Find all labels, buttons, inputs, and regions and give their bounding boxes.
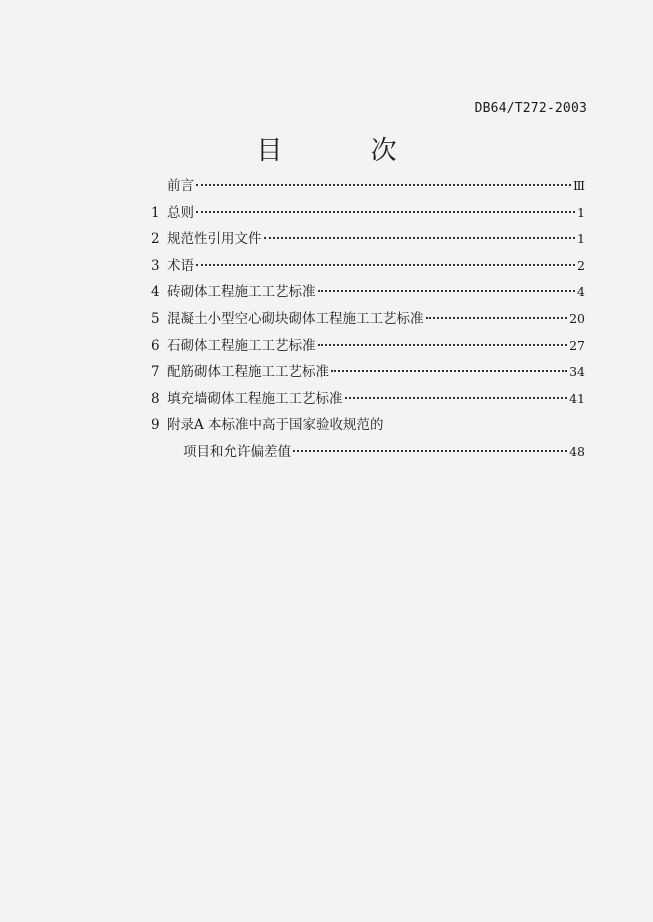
toc-entry-label: 附录A 本标准中高于国家验收规范的: [167, 417, 384, 434]
toc-entry-label: 配筋砌体工程施工工艺标准: [167, 364, 329, 381]
toc-entry-9-continued[interactable]: [151, 439, 585, 466]
toc-entry-page: 41: [569, 390, 585, 406]
toc-entry-label: 前言: [167, 178, 194, 194]
toc-entry-label: 项目和允许偏差值: [183, 443, 291, 460]
toc-entry-number: 4: [151, 284, 160, 301]
toc-entry-label: 石砌体工程施工工艺标准: [167, 337, 316, 354]
toc-entry-label: 混凝土小型空心砌块砌体工程施工工艺标准: [167, 310, 424, 327]
toc-entry-number: 1: [151, 204, 160, 221]
toc-entry-number: 5: [151, 310, 160, 327]
dot-leader: [196, 183, 571, 186]
dot-leader: [196, 210, 575, 213]
toc-entry-label: 砖砌体工程施工工艺标准: [167, 284, 316, 301]
toc-entry-label: 总则: [167, 204, 194, 221]
dot-leader: [293, 449, 567, 452]
toc-entry-page: 2: [577, 257, 585, 273]
toc-entry-label: 填充墙砌体工程施工工艺标准: [167, 390, 343, 407]
toc-entry-page: 27: [569, 337, 585, 353]
toc-entry-page: 1: [577, 231, 585, 247]
dot-leader: [318, 289, 576, 292]
dot-leader: [196, 263, 575, 266]
toc-entry-number: 7: [151, 364, 160, 381]
toc-entry-label: 术语: [167, 257, 194, 274]
toc-entry-number: 8: [151, 390, 160, 407]
toc-entry-page: 48: [569, 443, 585, 459]
toc-entry-page: 1: [577, 204, 585, 220]
toc-entry-5[interactable]: [151, 306, 585, 333]
toc-entry-page: 34: [569, 364, 585, 380]
toc-entry-page: 20: [569, 310, 585, 326]
toc-entry-6[interactable]: [151, 333, 585, 360]
toc-entry-4[interactable]: [151, 279, 585, 306]
toc-entry-8[interactable]: [151, 386, 585, 413]
toc-entry-page: Ⅲ: [572, 178, 585, 193]
table-of-contents: [151, 173, 585, 466]
dot-leader: [318, 343, 568, 346]
toc-entry-number: 2: [151, 231, 160, 248]
toc-entry-9[interactable]: [151, 412, 585, 439]
toc-entry-3[interactable]: [151, 253, 585, 280]
toc-entry-preface[interactable]: [151, 173, 585, 200]
page-title: 目 次: [256, 136, 437, 166]
dot-leader: [345, 396, 568, 399]
toc-entry-number: 6: [151, 337, 160, 354]
toc-entry-number: 3: [151, 257, 160, 274]
standard-code: DB64/T272-2003: [474, 101, 587, 116]
dot-leader: [331, 369, 567, 372]
dot-leader: [264, 236, 576, 239]
toc-entry-2[interactable]: [151, 226, 585, 253]
toc-entry-7[interactable]: [151, 359, 585, 386]
toc-entry-label: 规范性引用文件: [167, 231, 262, 248]
toc-entry-page: 4: [577, 284, 585, 300]
dot-leader: [426, 316, 568, 319]
toc-entry-1[interactable]: [151, 200, 585, 227]
toc-entry-number: 9: [151, 417, 160, 434]
